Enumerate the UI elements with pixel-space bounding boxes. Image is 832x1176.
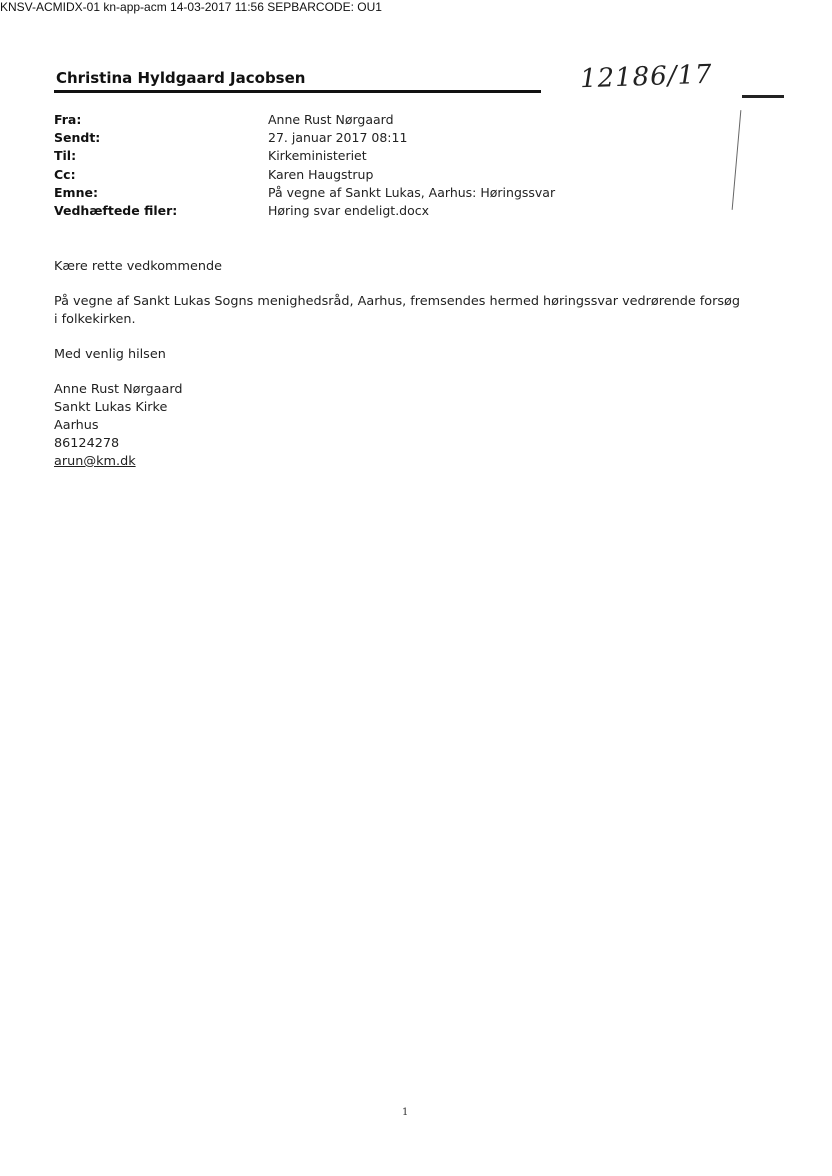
signature-phone: 86124278 — [54, 436, 120, 451]
header-label: Fra: — [54, 112, 82, 127]
header-row-subject — [54, 184, 555, 202]
handwritten-case-number: 12186/17 — [579, 59, 714, 95]
email-headers — [54, 111, 555, 220]
scan-artifact-line — [742, 95, 784, 98]
header-value: Karen Haugstrup — [268, 166, 374, 182]
header-value: Kirkeministeriet — [268, 148, 367, 164]
heading-divider — [54, 90, 541, 93]
header-row-cc — [54, 166, 555, 184]
signature-email-link[interactable]: arun@km.dk — [54, 454, 136, 469]
header-label: Vedhæftede filer: — [54, 203, 178, 219]
header-row-sent — [54, 129, 555, 147]
page-number: 1 — [402, 1107, 409, 1118]
header-label: Emne: — [54, 184, 98, 200]
greeting: Kære rette vedkommende — [54, 259, 222, 274]
header-label: Til: — [54, 148, 77, 164]
header-row-to — [54, 147, 555, 165]
signature-city: Aarhus — [54, 418, 99, 433]
email-body — [54, 258, 744, 471]
closing: Med venlig hilsen — [54, 347, 166, 362]
scan-artifact-line — [732, 110, 742, 210]
signature-name: Anne Rust Nørgaard — [54, 382, 183, 397]
body-paragraph: På vegne af Sankt Lukas Sogns menighedsråd, Aarhus, fremsendes hermed høringssvar vedrørende forsøg i folkekirken. — [54, 294, 741, 327]
header-value: 27. januar 2017 08:11 — [268, 130, 408, 146]
signature-block — [54, 381, 744, 471]
signature-organization: Sankt Lukas Kirke — [54, 400, 168, 415]
header-row-from — [54, 111, 555, 129]
scan-stamp: KNSV-ACMIDX-01 kn-app-acm 14-03-2017 11:56 SEPBARCODE: OU1 — [0, 0, 382, 14]
sender-name-heading: Christina Hyldgaard Jacobsen — [56, 69, 306, 87]
header-label: Sendt: — [54, 130, 101, 146]
header-value: På vegne af Sankt Lukas, Aarhus: Høringssvar — [268, 184, 556, 200]
header-value: Anne Rust Nørgaard — [268, 112, 394, 127]
header-row-attachments — [54, 202, 555, 220]
attachment-filename: Høring svar endeligt.docx — [268, 203, 430, 219]
header-label: Cc: — [54, 166, 76, 182]
